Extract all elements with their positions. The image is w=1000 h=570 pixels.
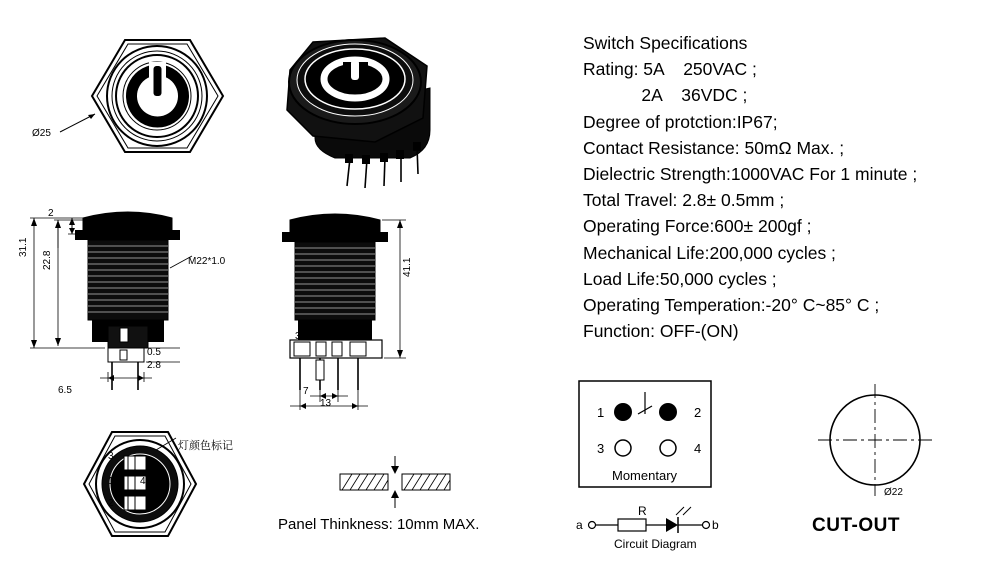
bottom-view-pin-1-label: 1 bbox=[108, 476, 114, 487]
specs-line-1: 2A 36VDC ; bbox=[583, 85, 748, 106]
side-view-thread-label: M22*1.0 bbox=[188, 256, 226, 267]
rear-side-view-drawing bbox=[250, 200, 460, 415]
specs-line-2: Degree of protction:IP67; bbox=[583, 111, 778, 132]
side-view-total-height-label: 31.1 bbox=[18, 237, 29, 257]
side-view-body-height-label: 22.8 bbox=[42, 250, 53, 270]
momentary-caption: Momentary bbox=[612, 468, 678, 483]
side-view-terminal-small-label: 0.5 bbox=[147, 347, 161, 358]
front-view-drawing bbox=[55, 18, 235, 178]
terminal-pin-1-label: 1 bbox=[597, 405, 605, 420]
side-view-drawing bbox=[20, 200, 240, 410]
cutout-drawing bbox=[800, 378, 950, 513]
bottom-view-pin-3-label: 3 bbox=[108, 451, 114, 462]
perspective-view-drawing bbox=[255, 18, 475, 193]
front-view-leader-line bbox=[55, 100, 135, 140]
circuit-terminal-a-label: a bbox=[576, 518, 583, 532]
cutout-caption: CUT-OUT bbox=[812, 515, 900, 536]
specs-line-7: Mechanical Life:200,000 cycles ; bbox=[583, 242, 836, 263]
specs-line-9: Operating Temperation:-20° C~85° C ; bbox=[583, 295, 880, 316]
bottom-view-pin-2-label: 2 bbox=[108, 498, 114, 509]
specs-line-10: Function: OFF-(ON) bbox=[583, 321, 739, 342]
side-view-terminal-gap-label: 2.8 bbox=[147, 360, 161, 371]
panel-thickness-text: Panel Thinkness: 10mm MAX. bbox=[278, 516, 480, 533]
rear-view-pin-spacing-large-label: 13 bbox=[320, 398, 332, 409]
terminal-pin-4-label: 4 bbox=[694, 441, 702, 456]
specifications-block bbox=[583, 30, 993, 344]
specs-line-8: Load Life:50,000 cycles ; bbox=[583, 268, 777, 289]
rear-view-pin-3-label: 3 bbox=[295, 331, 301, 342]
rear-view-pin-2-label: 2 bbox=[331, 331, 337, 342]
side-view-base-width-label: 6.5 bbox=[58, 385, 72, 396]
panel-thickness-drawing bbox=[330, 452, 460, 512]
terminal-pin-3-label: 3 bbox=[597, 441, 605, 456]
rear-view-pin-1-label: 1 bbox=[314, 331, 320, 342]
specs-line-3: Contact Resistance: 50mΩ Max. ; bbox=[583, 137, 845, 158]
specs-line-0: Rating: 5A 250VAC ; bbox=[583, 59, 757, 80]
specs-line-6: Operating Force:600± 200gf ; bbox=[583, 216, 812, 237]
front-view-diameter-label: Ø25 bbox=[32, 128, 51, 139]
side-view-flange-label: 2 bbox=[48, 208, 54, 219]
terminal-pin-2-label: 2 bbox=[694, 405, 702, 420]
circuit-diagram-caption: Circuit Diagram bbox=[614, 537, 697, 551]
rear-view-height-label: 41.1 bbox=[402, 257, 413, 277]
cutout-diameter-label: Ø22 bbox=[884, 487, 903, 498]
specs-line-5: Total Travel: 2.8± 0.5mm ; bbox=[583, 190, 785, 211]
lamp-color-mark-note: 灯颜色标记 bbox=[178, 440, 233, 452]
thread-leader-line bbox=[168, 248, 198, 272]
specs-line-4: Dielectric Strength:1000VAC For 1 minute ; bbox=[583, 164, 918, 185]
bottom-view-pin-4-label: 4 bbox=[140, 476, 146, 487]
resistor-label: R bbox=[638, 504, 647, 518]
specs-title: Switch Specifications bbox=[583, 33, 748, 53]
circuit-terminal-b-label: b bbox=[712, 518, 719, 532]
rear-view-pin-spacing-small-label: 7 bbox=[303, 386, 309, 397]
rear-view-pin-4-label: 4 bbox=[350, 331, 356, 342]
